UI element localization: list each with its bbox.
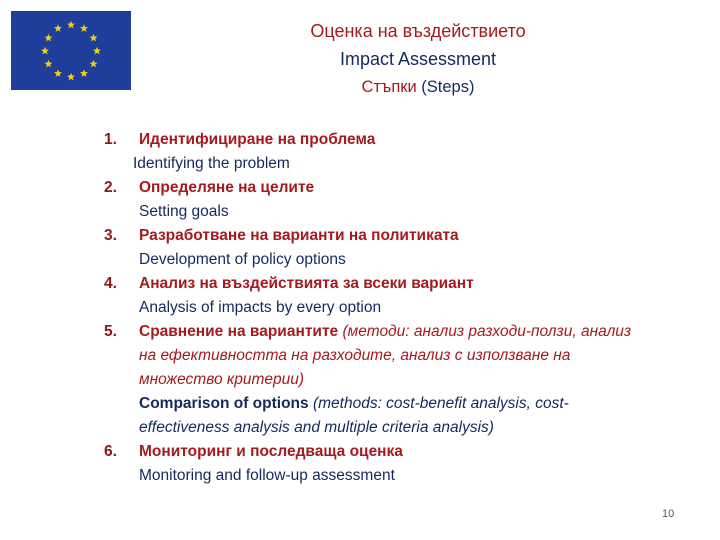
title-en: Impact Assessment bbox=[339, 49, 497, 69]
step-number: 6. bbox=[104, 443, 117, 460]
step-number: 5. bbox=[104, 323, 117, 340]
step-bg-note: (методи: анализ разходи-ползи, анализ bbox=[342, 323, 632, 340]
title-bg: Оценка на въздействието bbox=[310, 21, 526, 41]
step-bg: Мониторинг и последваща оценка bbox=[139, 443, 403, 460]
step-en: Setting goals bbox=[139, 203, 229, 220]
step-bg-note: на ефективността на разходите, анализ с използване на bbox=[139, 347, 571, 364]
step-bg: Разработване на варианти на политиката bbox=[139, 227, 459, 244]
step-en: Analysis of impacts by every option bbox=[139, 299, 382, 316]
step-number: 3. bbox=[104, 227, 117, 244]
step-en: Development of policy options bbox=[139, 251, 346, 268]
step-en: Monitoring and follow-up assessment bbox=[139, 467, 395, 484]
step-number: 1. bbox=[104, 131, 117, 148]
star-icon bbox=[80, 69, 88, 77]
step-number: 2. bbox=[104, 179, 117, 196]
subtitle-bg: Стъпки bbox=[361, 78, 417, 96]
step-en-line bbox=[139, 394, 569, 414]
step-en: Comparison of options bbox=[139, 395, 309, 412]
step-en-note: (methods: cost-benefit analysis, cost- bbox=[312, 395, 569, 412]
step-bg: Идентифициране на проблема bbox=[139, 131, 376, 148]
step-en-note: effectiveness analysis and multiple criteria analysis) bbox=[139, 419, 494, 436]
step-en: Identifying the problem bbox=[133, 155, 290, 172]
step-bg: Определяне на целите bbox=[139, 179, 315, 196]
step-bg: Сравнение на вариантите bbox=[139, 323, 339, 340]
subtitle bbox=[0, 78, 720, 97]
star-icon bbox=[54, 69, 62, 77]
step-bg-note: множество критерии) bbox=[139, 371, 304, 388]
step-bg-line bbox=[139, 322, 631, 342]
step-number: 4. bbox=[104, 275, 117, 292]
subtitle-en: (Steps) bbox=[421, 78, 475, 96]
step-bg: Анализ на въздействията за всеки вариант bbox=[139, 275, 474, 292]
page-number: 10 bbox=[662, 508, 675, 520]
